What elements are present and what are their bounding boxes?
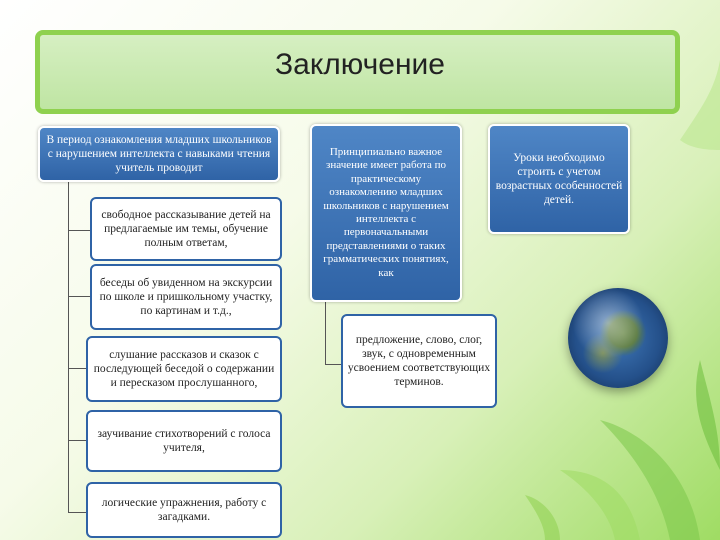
- middle-header-box: [310, 124, 462, 302]
- globe-image: [568, 288, 668, 388]
- left-item-box-2: [90, 264, 282, 330]
- connector-vertical-middle: [325, 302, 326, 364]
- right-header-box: [488, 124, 630, 234]
- left-header-text: В период ознакомления младших школьников с нарушением интеллекта с навыками чтения учитель проводит: [46, 134, 272, 174]
- page-title: Заключение: [275, 48, 445, 81]
- left-item-box-3: [86, 336, 282, 402]
- left-header-box: [38, 126, 280, 182]
- connector-h-1: [68, 230, 90, 231]
- left-item-text-5: логические упражнения, работу с загадками.: [101, 497, 267, 523]
- left-item-text-2: беседы об увиденном на экскурсии по школе и пришкольному участку, по картинам и т.д.,: [99, 277, 273, 317]
- left-item-text-3: слушание рассказов и сказок с последующей беседой о содержании и пересказом прослушанного,: [93, 349, 275, 389]
- left-item-text-4: заучивание стихотворений с голоса учителя,: [97, 428, 271, 454]
- left-item-box-4: [86, 410, 282, 472]
- middle-item-text: предложение, слово, слог, звук, с одновременным усвоением соответствующих терминов.: [347, 334, 491, 388]
- connector-h-2: [68, 296, 90, 297]
- right-header-text: Уроки необходимо строить с учетом возрастных особенностей детей.: [495, 152, 623, 206]
- left-item-text-1: свободное рассказывание детей на предлагаемые им темы, обучение полным ответам,: [101, 209, 271, 249]
- middle-header-text: Принципиально важное значение имеет работа по практическому ознакомлению младших школьников с нарушением интеллекта с первоначальными представлениями о таких грамматических понятиях, как: [323, 145, 449, 279]
- left-item-box-5: [86, 482, 282, 538]
- connector-h-middle: [325, 364, 342, 365]
- left-item-box-1: [90, 197, 282, 261]
- middle-item-box: [341, 314, 497, 408]
